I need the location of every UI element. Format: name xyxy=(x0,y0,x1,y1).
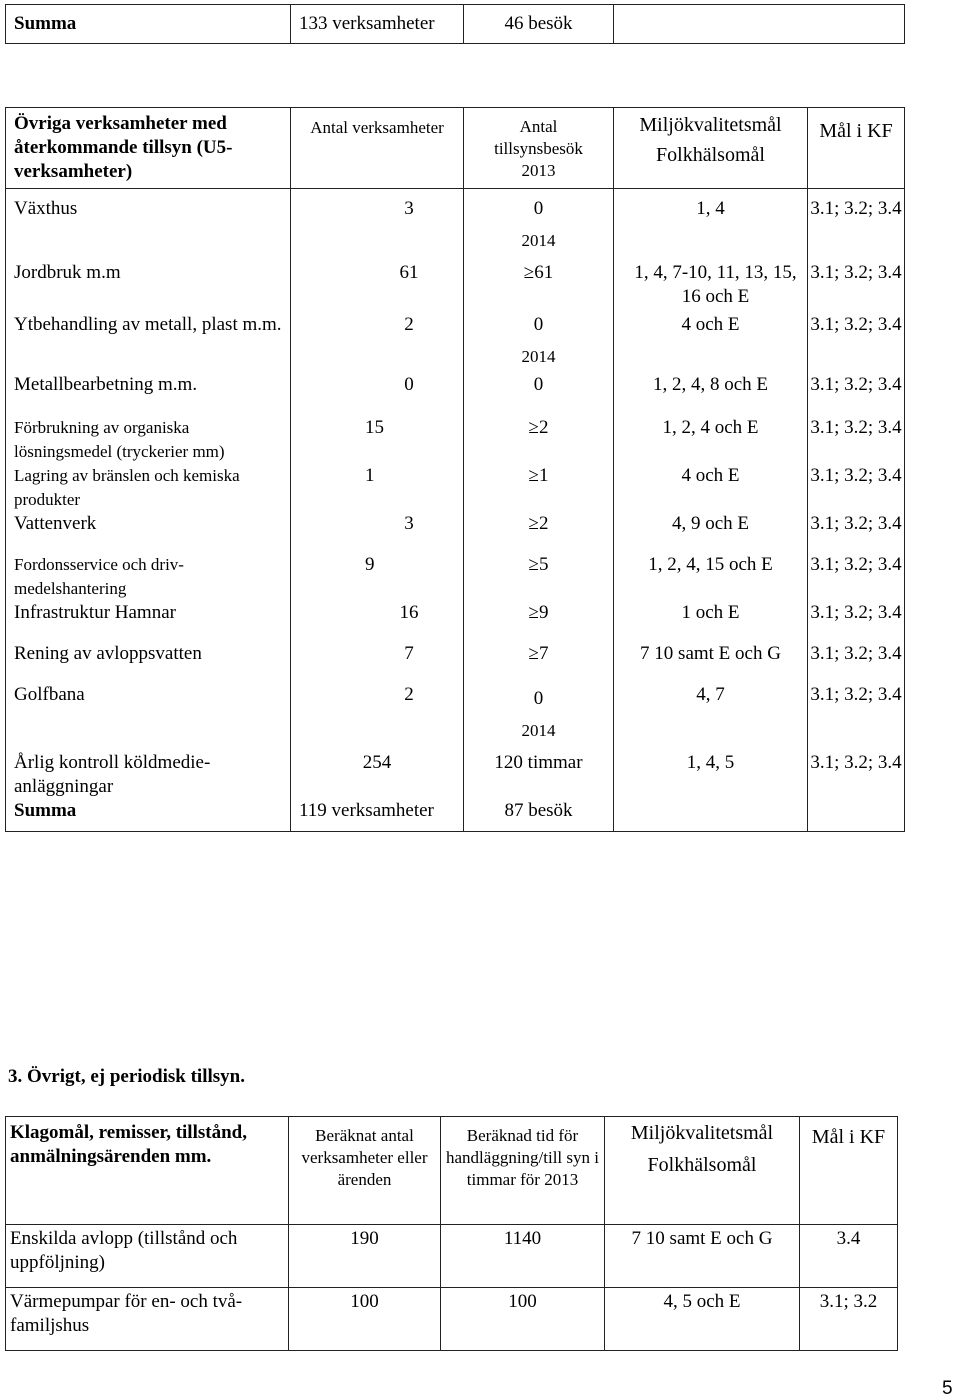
greater-equal-icon: ≥ xyxy=(528,513,539,534)
summary-label: Summa xyxy=(6,799,291,832)
greater-equal-icon: ≥ xyxy=(528,465,539,486)
row-name: Värmepumpar för en- och två-familjshus xyxy=(6,1288,289,1351)
greater-equal-icon: ≥ xyxy=(528,602,539,623)
table-row: Förbrukning av organiska lösningsmedel (tryckerier mm) 15 ≥2 1, 2, 4 och E 3.1; 3.2; 3.4 xyxy=(6,414,905,464)
table-row: Enskilda avlopp (tillstånd och uppföljning) 190 1140 7 10 samt E och G 3.4 xyxy=(6,1225,898,1288)
row-name: Vattenverk xyxy=(6,512,291,553)
row-name: Fordonsservice och driv-medelshantering xyxy=(6,553,291,601)
table-header xyxy=(6,108,905,189)
summary-count: 119 verksamheter xyxy=(291,799,464,832)
table-row: Fordonsservice och driv-medelshantering 9 ≥5 1, 2, 4, 15 och E 3.1; 3.2; 3.4 xyxy=(6,553,905,601)
header-activity: Övriga verksamheter med återkommande tillsyn (U5-verksamheter) xyxy=(6,108,291,189)
row-name: Växthus xyxy=(6,189,291,258)
summary-row xyxy=(6,799,905,832)
row-name: Golfbana xyxy=(6,683,291,747)
row-name: Metallbearbetning m.m. xyxy=(6,373,291,414)
u5-activities-table xyxy=(5,107,905,832)
row-name: Enskilda avlopp (tillstånd och uppföljning) xyxy=(6,1225,289,1288)
header-hours: Beräknad tid för handläggning/till syn i timmar för 2013 xyxy=(441,1117,605,1225)
greater-equal-icon: ≥ xyxy=(528,643,539,664)
table-row: Växthus 3 0 2014 1, 4 3.1; 3.2; 3.4 xyxy=(6,189,905,258)
summary-label: Summa xyxy=(6,5,291,44)
section-heading: 3. Övrigt, ej periodisk tillsyn. xyxy=(8,1066,245,1087)
table-row: Ytbehandling av metall, plast m.m. 2 0 2014 4 och E 3.1; 3.2; 3.4 xyxy=(6,309,905,373)
table-header xyxy=(6,1117,898,1225)
table-row: Metallbearbetning m.m. 0 0 1, 2, 4, 8 och E 3.1; 3.2; 3.4 xyxy=(6,373,905,414)
header-goals: Miljökvalitetsmål Folkhälsomål xyxy=(614,108,808,189)
row-name: Jordbruk m.m xyxy=(6,257,291,309)
summary-table-top xyxy=(5,4,905,44)
header-case-type: Klagomål, remisser, tillstånd, anmälningsärenden mm. xyxy=(6,1117,289,1225)
summary-visits: 46 besök xyxy=(464,5,614,44)
table-row: Rening av avloppsvatten 7 ≥7 7 10 samt E och G 3.1; 3.2; 3.4 xyxy=(6,642,905,683)
row-name: Ytbehandling av metall, plast m.m. xyxy=(6,309,291,373)
table-row: Värmepumpar för en- och två-familjshus 100 100 4, 5 och E 3.1; 3.2 xyxy=(6,1288,898,1351)
header-kf: Mål i KF xyxy=(808,108,905,189)
header-count: Beräknat antal verksamheter eller ärenden xyxy=(289,1117,441,1225)
table-row: Golfbana 2 0 2014 4, 7 3.1; 3.2; 3.4 xyxy=(6,683,905,747)
header-visits: Antal tillsynsbesök 2013 xyxy=(464,108,614,189)
row-name: Årlig kontroll köldmedie-anläggningar xyxy=(6,747,291,799)
other-supervision-table xyxy=(5,1116,898,1351)
row-name: Förbrukning av organiska lösningsmedel (tryckerier mm) xyxy=(6,414,291,464)
row-name: Lagring av bränslen och kemiska produkter xyxy=(6,464,291,512)
table-row: Lagring av bränslen och kemiska produkter 1 ≥1 4 och E 3.1; 3.2; 3.4 xyxy=(6,464,905,512)
header-kf: Mål i KF xyxy=(800,1117,898,1225)
table-row: Årlig kontroll köldmedie-anläggningar 254 120 timmar 1, 4, 5 3.1; 3.2; 3.4 xyxy=(6,747,905,799)
row-name: Rening av avloppsvatten xyxy=(6,642,291,683)
table-row: Infrastruktur Hamnar 16 ≥9 1 och E 3.1; 3.2; 3.4 xyxy=(6,601,905,642)
header-count: Antal verksamheter xyxy=(291,108,464,189)
greater-equal-icon: ≥ xyxy=(523,262,535,283)
summary-row xyxy=(6,5,905,44)
page-number: 5 xyxy=(942,1378,953,1399)
summary-count: 133 verksamheter xyxy=(291,5,464,44)
summary-visits: 87 besök xyxy=(464,799,614,832)
header-goals: Miljökvalitetsmål Folkhälsomål xyxy=(605,1117,800,1225)
row-name: Infrastruktur Hamnar xyxy=(6,601,291,642)
table-row: Jordbruk m.m 61 ≥61 1, 4, 7-10, 11, 13, 15, 16 och E 3.1; 3.2; 3.4 xyxy=(6,257,905,309)
table-row: Vattenverk 3 ≥2 4, 9 och E 3.1; 3.2; 3.4 xyxy=(6,512,905,553)
greater-equal-icon: ≥ xyxy=(528,417,539,438)
greater-equal-icon: ≥ xyxy=(528,554,539,575)
